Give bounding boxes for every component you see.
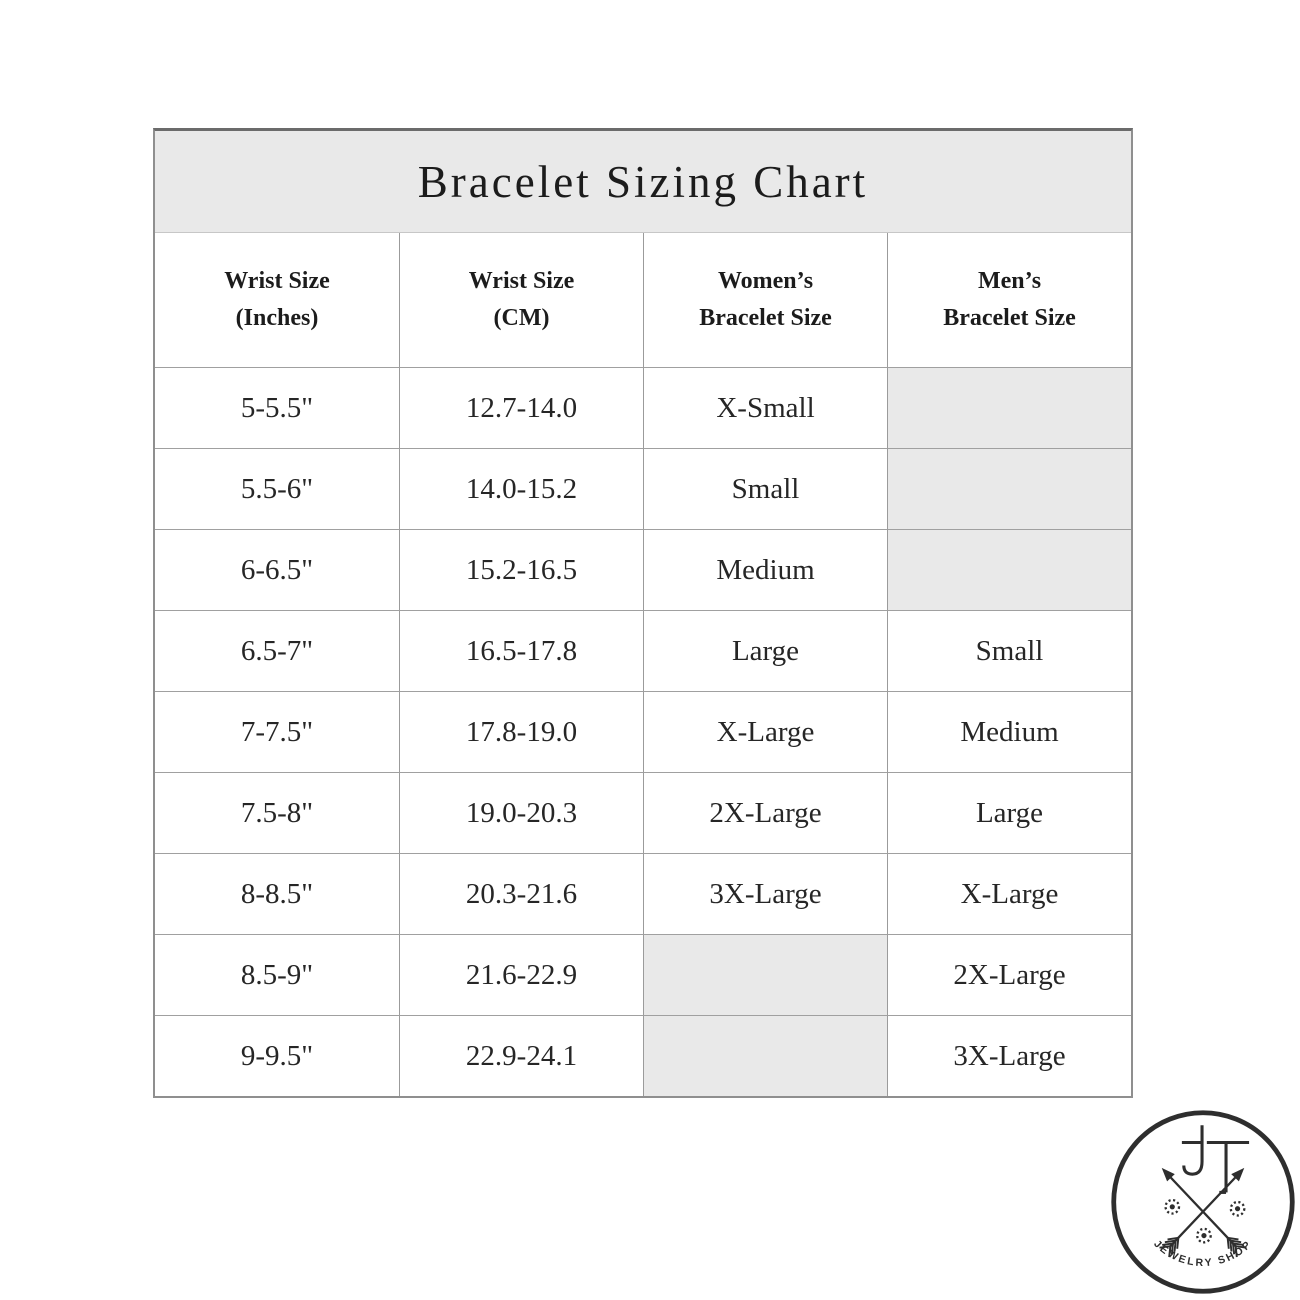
table-cell: Medium [887, 691, 1131, 772]
table-cell: 8.5-9" [155, 934, 399, 1015]
table-body [155, 367, 1131, 1096]
jewelry-shop-logo [1107, 1106, 1299, 1298]
table-cell: 8-8.5" [155, 853, 399, 934]
header-line: (Inches) [235, 305, 319, 331]
table-cell: 16.5-17.8 [399, 610, 643, 691]
column-header-womens-size [643, 233, 887, 367]
table-cell: 15.2-16.5 [399, 529, 643, 610]
table-cell [887, 367, 1131, 448]
table-cell: 22.9-24.1 [399, 1015, 643, 1096]
table-cell: Large [643, 610, 887, 691]
header-line: Men’s [977, 267, 1042, 294]
table-cell: 20.3-21.6 [399, 853, 643, 934]
table-cell: 6-6.5" [155, 529, 399, 610]
table-cell: Small [887, 610, 1131, 691]
table-cell: 12.7-14.0 [399, 367, 643, 448]
table-cell: Medium [643, 529, 887, 610]
table-cell: 5.5-6" [155, 448, 399, 529]
logo-shop-text: JEWELRY SHOP [1151, 1237, 1255, 1270]
header-line: Women’s [717, 267, 814, 294]
table-cell: 5-5.5" [155, 367, 399, 448]
table-cell [887, 448, 1131, 529]
table-cell: X-Small [643, 367, 887, 448]
table-cell: Large [887, 772, 1131, 853]
table-cell [643, 1015, 887, 1096]
header-line: Wrist Size [224, 267, 330, 294]
table-cell: 7.5-8" [155, 772, 399, 853]
table-header-row [155, 233, 1131, 367]
table-cell: 9-9.5" [155, 1015, 399, 1096]
chart-title: Bracelet Sizing Chart [155, 131, 1131, 233]
table-cell: 3X-Large [643, 853, 887, 934]
table-cell: 21.6-22.9 [399, 934, 643, 1015]
column-header-wrist-inches [155, 233, 399, 367]
table-cell: 14.0-15.2 [399, 448, 643, 529]
column-header-wrist-cm [399, 233, 643, 367]
column-header-mens-size [887, 233, 1131, 367]
sizing-chart-table [153, 128, 1133, 1098]
table-cell: Small [643, 448, 887, 529]
table-cell: 3X-Large [887, 1015, 1131, 1096]
table-cell: 17.8-19.0 [399, 691, 643, 772]
header-line: Bracelet Size [699, 305, 832, 331]
table-cell: X-Large [887, 853, 1131, 934]
header-line: Wrist Size [468, 267, 575, 294]
table-cell: 6.5-7" [155, 610, 399, 691]
table-cell: 7-7.5" [155, 691, 399, 772]
header-line: Bracelet Size [943, 305, 1076, 331]
table-cell [643, 934, 887, 1015]
table-cell: 2X-Large [887, 934, 1131, 1015]
table-cell [887, 529, 1131, 610]
table-cell: 2X-Large [643, 772, 887, 853]
table-cell: X-Large [643, 691, 887, 772]
header-line: (CM) [493, 305, 550, 331]
table-cell: 19.0-20.3 [399, 772, 643, 853]
